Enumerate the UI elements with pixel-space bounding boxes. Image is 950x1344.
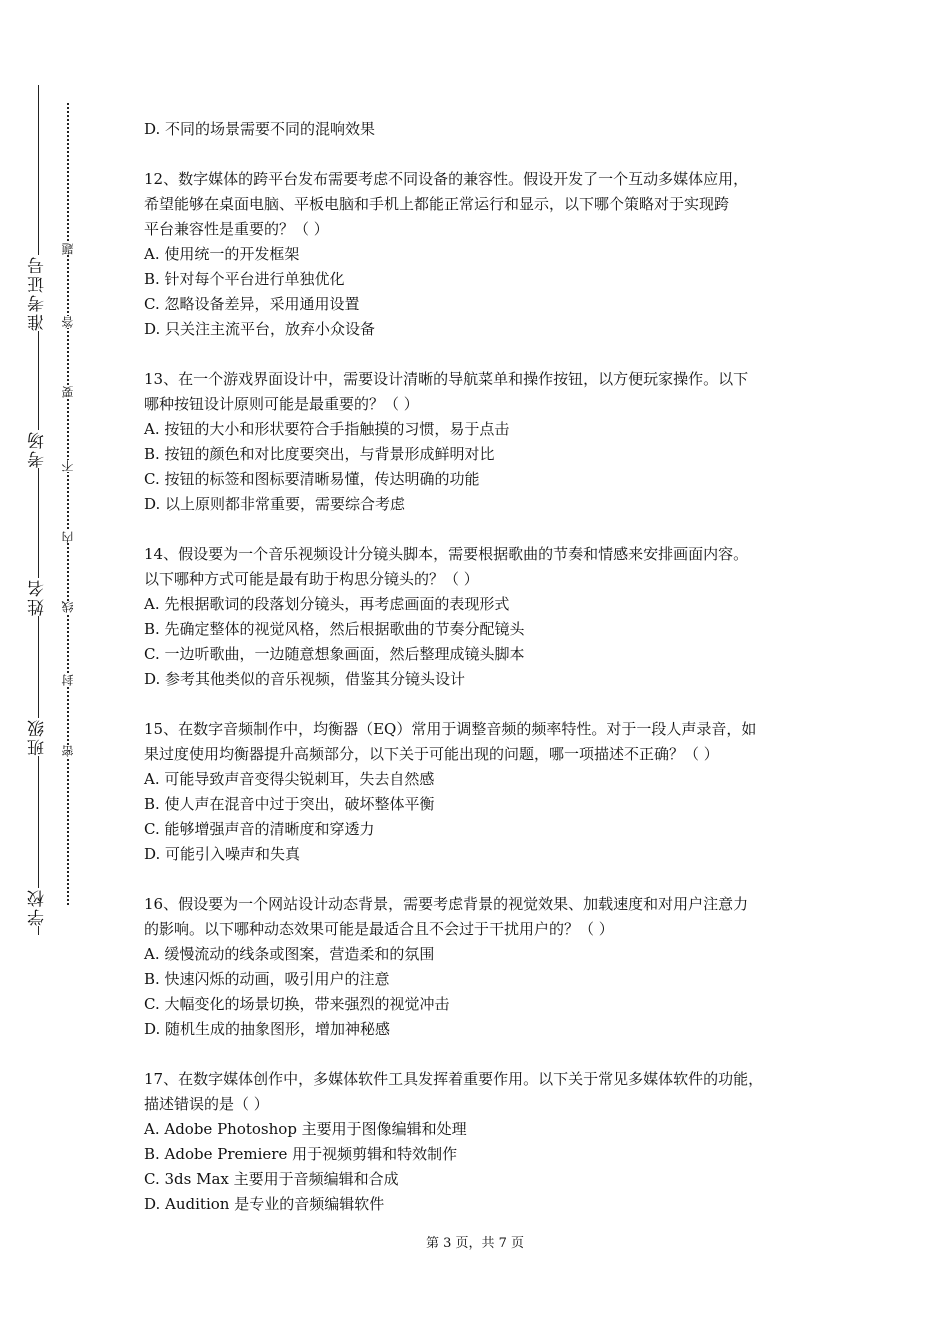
option: D. 以上原则都非常重要，需要综合考虑 — [144, 495, 406, 513]
question-text: 果过度使用均衡器提升高频部分，以下关于可能出现的问题，哪一项描述不正确？（ ） — [144, 745, 719, 763]
label-exam-room: 考场 — [22, 430, 54, 468]
question-text: 12、数字媒体的跨平台发布需要考虑不同设备的兼容性。假设开发了一个互动多媒体应用， — [144, 170, 749, 188]
option: A. 可能导致声音变得尖锐刺耳，失去自然感 — [144, 770, 435, 788]
question-text: 13、在一个游戏界面设计中，需要设计清晰的导航菜单和操作按钮，以方便玩家操作。以下 — [144, 370, 749, 388]
question — [144, 117, 824, 142]
option: B. 使人声在混音中过于突出，破坏整体平衡 — [144, 795, 435, 813]
binding-solid-line — [38, 85, 39, 935]
question-text: 希望能够在桌面电脑、平板电脑和手机上都能正常运行和显示，以下哪个策略对于实现跨 — [144, 195, 730, 213]
option: B. 先确定整体的视觉风格，然后根据歌曲的节奏分配镜头 — [144, 620, 525, 638]
option: C. 忽略设备差异，采用通用设置 — [144, 295, 360, 313]
seal-char: 密 — [61, 745, 75, 757]
option: D. Audition 是专业的音频编辑软件 — [144, 1195, 385, 1213]
seal-char: 封 — [61, 674, 75, 686]
question — [144, 1067, 824, 1217]
question-text: 17、在数字媒体创作中，多媒体软件工具发挥着重要作用。以下关于常见多媒体软件的功能， — [144, 1070, 764, 1088]
option: D. 不同的场景需要不同的混响效果 — [144, 120, 376, 138]
label-school: 学校 — [22, 888, 54, 926]
question-text: 16、假设要为一个网站设计动态背景，需要考虑背景的视觉效果、加载速度和对用户注意力 — [144, 895, 749, 913]
option: B. 针对每个平台进行单独优化 — [144, 270, 345, 288]
option: C. 一边听歌曲，一边随意想象画面，然后整理成镜头脚本 — [144, 645, 525, 663]
option: A. 按钮的大小和形状要符合手指触摸的习惯，易于点击 — [144, 420, 510, 438]
question — [144, 717, 824, 867]
question-list — [144, 117, 824, 1217]
label-name: 姓名 — [22, 578, 54, 616]
question-text: 15、在数字音频制作中，均衡器（EQ）常用于调整音频的频率特性。对于一段人声录音，如 — [144, 720, 757, 738]
option: D. 只关注主流平台，放弃小众设备 — [144, 320, 376, 338]
seal-char: 答 — [61, 316, 75, 328]
option: B. Adobe Premiere 用于视频剪辑和特效制作 — [144, 1145, 458, 1163]
question — [144, 542, 824, 692]
option: C. 能够增强声音的清晰度和穿透力 — [144, 820, 375, 838]
question — [144, 167, 824, 342]
question — [144, 892, 824, 1042]
binding-dotted-line — [67, 103, 69, 905]
question-text: 以下哪种方式可能是最有助于构思分镜头的？（ ） — [144, 570, 479, 588]
question-text: 14、假设要为一个音乐视频设计分镜头脚本，需要根据歌曲的节奏和情感来安排画面内容。 — [144, 545, 749, 563]
option: D. 参考其他类似的音乐视频，借鉴其分镜头设计 — [144, 670, 466, 688]
seal-char: 线 — [61, 601, 75, 613]
seal-char: 不 — [61, 460, 75, 472]
label-class: 班级 — [22, 718, 54, 756]
question — [144, 367, 824, 517]
option: C. 大幅变化的场景切换，带来强烈的视觉冲击 — [144, 995, 450, 1013]
option: C. 按钮的标签和图标要清晰易懂，传达明确的功能 — [144, 470, 480, 488]
binding-margin — [0, 0, 120, 1344]
option: A. Adobe Photoshop 主要用于图像编辑和处理 — [144, 1120, 467, 1138]
question-text: 哪种按钮设计原则可能是最重要的？（ ） — [144, 395, 419, 413]
option: B. 按钮的颜色和对比度要突出，与背景形成鲜明对比 — [144, 445, 495, 463]
option: A. 缓慢流动的线条或图案，营造柔和的氛围 — [144, 945, 435, 963]
option: A. 先根据歌词的段落划分镜头，再考虑画面的表现形式 — [144, 595, 510, 613]
option: A. 使用统一的开发框架 — [144, 245, 300, 263]
page-number: 第 3 页，共 7 页 — [425, 1236, 525, 1251]
seal-char: 内 — [61, 531, 75, 543]
option: D. 可能引入噪声和失真 — [144, 845, 301, 863]
seal-char: 题 — [61, 243, 75, 255]
option: D. 随机生成的抽象图形，增加神秘感 — [144, 1020, 391, 1038]
label-exam-id: 准考证号 — [22, 255, 54, 331]
option: B. 快速闪烁的动画，吸引用户的注意 — [144, 970, 390, 988]
question-text: 平台兼容性是重要的？（ ） — [144, 220, 329, 238]
option: C. 3ds Max 主要用于音频编辑和合成 — [144, 1170, 399, 1188]
question-text: 的影响。以下哪种动态效果可能是最适合且不会过于干扰用户的？（ ） — [144, 920, 614, 938]
question-text: 描述错误的是（ ） — [144, 1095, 269, 1113]
seal-char: 要 — [61, 386, 75, 398]
